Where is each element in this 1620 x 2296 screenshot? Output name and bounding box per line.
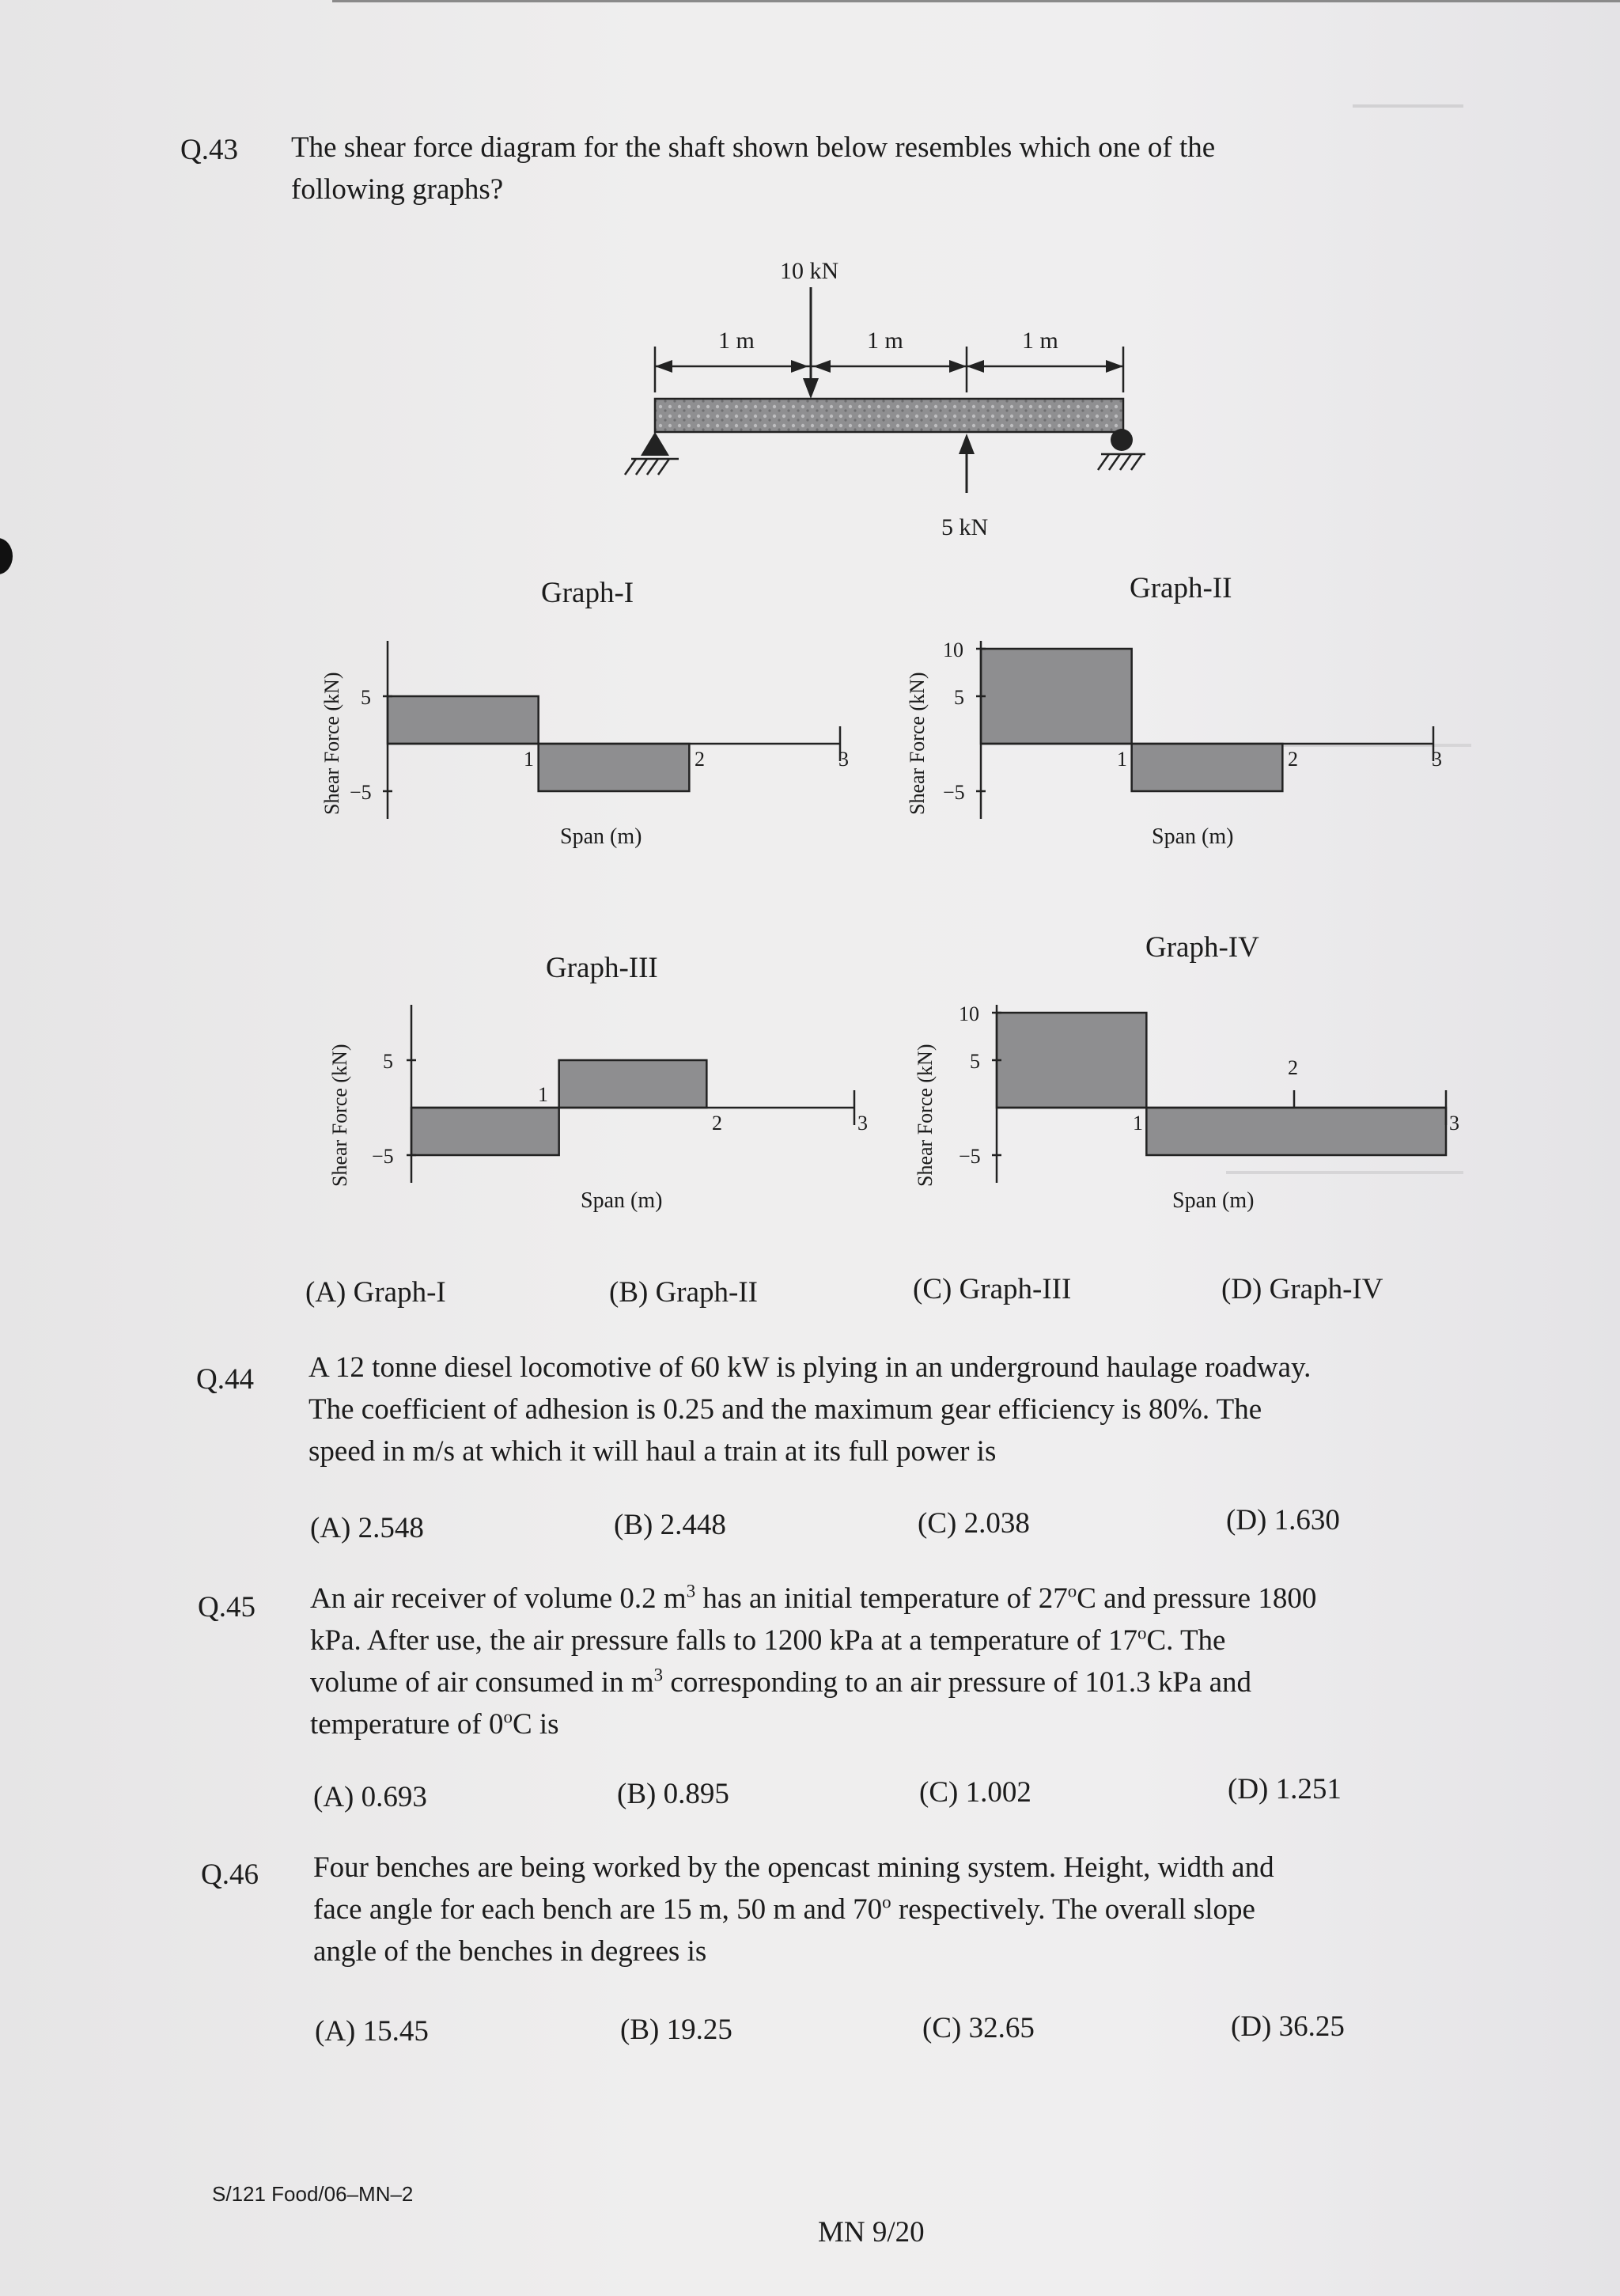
graph-4-xlabel: Span (m) xyxy=(1172,1188,1255,1213)
load-top-arrowhead xyxy=(803,378,819,399)
q43-option-b[interactable]: (B) Graph-II xyxy=(609,1276,758,1309)
graph-4-bar-2 xyxy=(1146,1108,1446,1155)
q43-text-line2: following graphs? xyxy=(291,173,504,206)
graph-2-title: Graph-II xyxy=(1130,572,1232,604)
q45-text-line1: An air receiver of volume 0.2 $m^3$ has an initial temperature of 27$^o$C and pressure 1800 xyxy=(310,1581,1317,1615)
q44-option-d[interactable]: (D) 1.630 xyxy=(1226,1504,1340,1536)
q45-number: Q.45 xyxy=(198,1591,255,1623)
graph-1-bar-1 xyxy=(388,696,539,744)
graph-4-xtick-label-3: 3 xyxy=(1449,1112,1459,1135)
graph-2 xyxy=(894,625,1463,854)
graph-2-xtick-label-3: 3 xyxy=(1432,748,1442,771)
graph-1-xtick-label-2: 2 xyxy=(695,748,705,771)
graph-1-xtick-label-1: 1 xyxy=(524,748,534,771)
q45-option-c[interactable]: (C) 1.002 xyxy=(919,1776,1031,1809)
graph-1-ytick-label-5: 5 xyxy=(361,686,371,709)
graph-3-ylabel: Shear Force (kN) xyxy=(328,1044,351,1187)
pin-support xyxy=(641,432,669,456)
pin-ground-hatch xyxy=(625,459,679,475)
dim-arrow-1-right xyxy=(791,360,808,373)
graph-2-xtick-label-1: 1 xyxy=(1117,748,1127,771)
graph-4-xtick-label-2: 2 xyxy=(1288,1056,1298,1079)
graph-3-xtick-label-2: 2 xyxy=(712,1112,722,1135)
q45-option-a[interactable]: (A) 0.693 xyxy=(313,1781,427,1813)
load-top-label: 10 kN xyxy=(780,258,839,284)
q44-text-line1: A 12 tonne diesel locomotive of 60 kW is plying in an underground haulage roadway. xyxy=(308,1351,1312,1384)
graph-3-ytick-label-5: 5 xyxy=(383,1050,393,1073)
graph-3-bar-1 xyxy=(411,1108,559,1155)
q43-number: Q.43 xyxy=(180,134,238,166)
scan-edge-line xyxy=(332,0,1620,2)
q45-text-line4: temperature of 0$^o$C is xyxy=(310,1707,559,1741)
graph-1-xlabel: Span (m) xyxy=(560,824,642,849)
graph-2-bar-2 xyxy=(1132,744,1283,791)
q45-text-line3: volume of air consumed in $m^3$ corresponding to an air pressure of 101.3 kPa and xyxy=(310,1665,1252,1699)
graph-2-ytick-label-10: 10 xyxy=(943,638,963,661)
q44-text-line3: speed in m/s at which it will haul a train at its full power is xyxy=(308,1435,997,1468)
q45-text xyxy=(310,1578,1316,1745)
graph-1-xtick-label-3: 3 xyxy=(838,748,849,771)
load-bottom-arrowhead xyxy=(959,434,975,454)
dim-arrow-1-left xyxy=(655,360,672,373)
graph-2-xlabel: Span (m) xyxy=(1152,824,1234,849)
graph-2-ytick-label-5: 5 xyxy=(954,686,964,709)
dim-arrow-2-right xyxy=(949,360,967,373)
q46-text-line3: angle of the benches in degrees is xyxy=(313,1935,707,1968)
q46-option-b[interactable]: (B) 19.25 xyxy=(620,2014,732,2046)
span-label-2: 1 m xyxy=(867,328,903,354)
graph-4-ytick-label-10: 10 xyxy=(959,1002,979,1025)
graph-3-xlabel: Span (m) xyxy=(581,1188,663,1213)
q46-number: Q.46 xyxy=(201,1858,259,1891)
graph-1-ylabel: Shear Force (kN) xyxy=(320,672,343,815)
roller-support xyxy=(1111,429,1133,451)
q45-text-line2: kPa. After use, the air pressure falls to 1200 kPa at a temperature of 17$^o$C. The xyxy=(310,1623,1226,1657)
graph-3-bar-2 xyxy=(559,1060,707,1108)
q46-option-c[interactable]: (C) 32.65 xyxy=(922,2012,1035,2044)
q44-text-line2: The coefficient of adhesion is 0.25 and the maximum gear efficiency is 80%. The xyxy=(308,1393,1262,1426)
graph-4-title: Graph-IV xyxy=(1145,931,1259,964)
q43-option-d[interactable]: (D) Graph-IV xyxy=(1221,1273,1383,1305)
graph-1-bar-2 xyxy=(539,744,690,791)
graph-4-bar-1 xyxy=(997,1013,1146,1108)
graph-4-ytick-label-m5: −5 xyxy=(959,1145,981,1168)
span-label-1: 1 m xyxy=(718,328,755,354)
q43-option-c[interactable]: (C) Graph-III xyxy=(913,1273,1072,1305)
graph-3-xtick-label-1: 1 xyxy=(538,1083,548,1106)
graph-2-bar-1 xyxy=(981,649,1132,744)
graph-1 xyxy=(308,625,862,854)
graph-2-ylabel: Shear Force (kN) xyxy=(906,672,929,815)
span-label-3: 1 m xyxy=(1022,328,1058,354)
dim-arrow-3-right xyxy=(1106,360,1123,373)
q44-option-c[interactable]: (C) 2.038 xyxy=(918,1507,1030,1540)
footer-page-number: MN 9/20 xyxy=(818,2216,925,2249)
q46-text-line2: face angle for each bench are 15 m, 50 m and 70$^o$ respectively. The overall slope xyxy=(313,1892,1255,1926)
q43-text-line1: The shear force diagram for the shaft shown below resembles which one of the xyxy=(291,131,1216,164)
graph-2-ytick-label-m5: −5 xyxy=(943,781,965,804)
graph-1-title: Graph-I xyxy=(541,577,634,609)
dim-arrow-3-left xyxy=(967,360,984,373)
q46-text-line1: Four benches are being worked by the opencast mining system. Height, width and xyxy=(313,1851,1274,1884)
q43-option-a[interactable]: (A) Graph-I xyxy=(305,1276,446,1309)
q43-text xyxy=(291,127,1215,210)
q44-option-b[interactable]: (B) 2.448 xyxy=(614,1509,726,1541)
q46-option-d[interactable]: (D) 36.25 xyxy=(1231,2010,1345,2043)
graph-3-xtick-label-3: 3 xyxy=(857,1112,868,1135)
q44-number: Q.44 xyxy=(196,1363,254,1396)
shaft-beam xyxy=(655,399,1123,432)
graph-1-ytick-label-m5: −5 xyxy=(350,781,372,804)
graph-3-title: Graph-III xyxy=(546,952,658,984)
q45-option-d[interactable]: (D) 1.251 xyxy=(1228,1773,1342,1805)
q44-text xyxy=(308,1347,1311,1472)
q46-option-a[interactable]: (A) 15.45 xyxy=(315,2015,429,2048)
dim-arrow-2-left xyxy=(813,360,831,373)
beam-figure xyxy=(601,252,1171,544)
graph-3-ytick-label-m5: −5 xyxy=(372,1145,394,1168)
graph-2-xtick-label-2: 2 xyxy=(1288,748,1298,771)
graph-4-ytick-label-5: 5 xyxy=(970,1050,980,1073)
q46-text xyxy=(313,1847,1274,1972)
graph-4 xyxy=(894,989,1479,1218)
graph-4-xtick-label-1: 1 xyxy=(1133,1112,1143,1135)
footer-code: S/121 Food/06–MN–2 xyxy=(212,2182,414,2206)
roller-ground-hatch xyxy=(1098,454,1145,470)
graph-3 xyxy=(308,989,878,1218)
load-bottom-label: 5 kN xyxy=(941,514,989,540)
q45-option-b[interactable]: (B) 0.895 xyxy=(617,1778,729,1810)
graph-4-ylabel: Shear Force (kN) xyxy=(914,1044,937,1187)
q44-option-a[interactable]: (A) 2.548 xyxy=(310,1512,424,1544)
